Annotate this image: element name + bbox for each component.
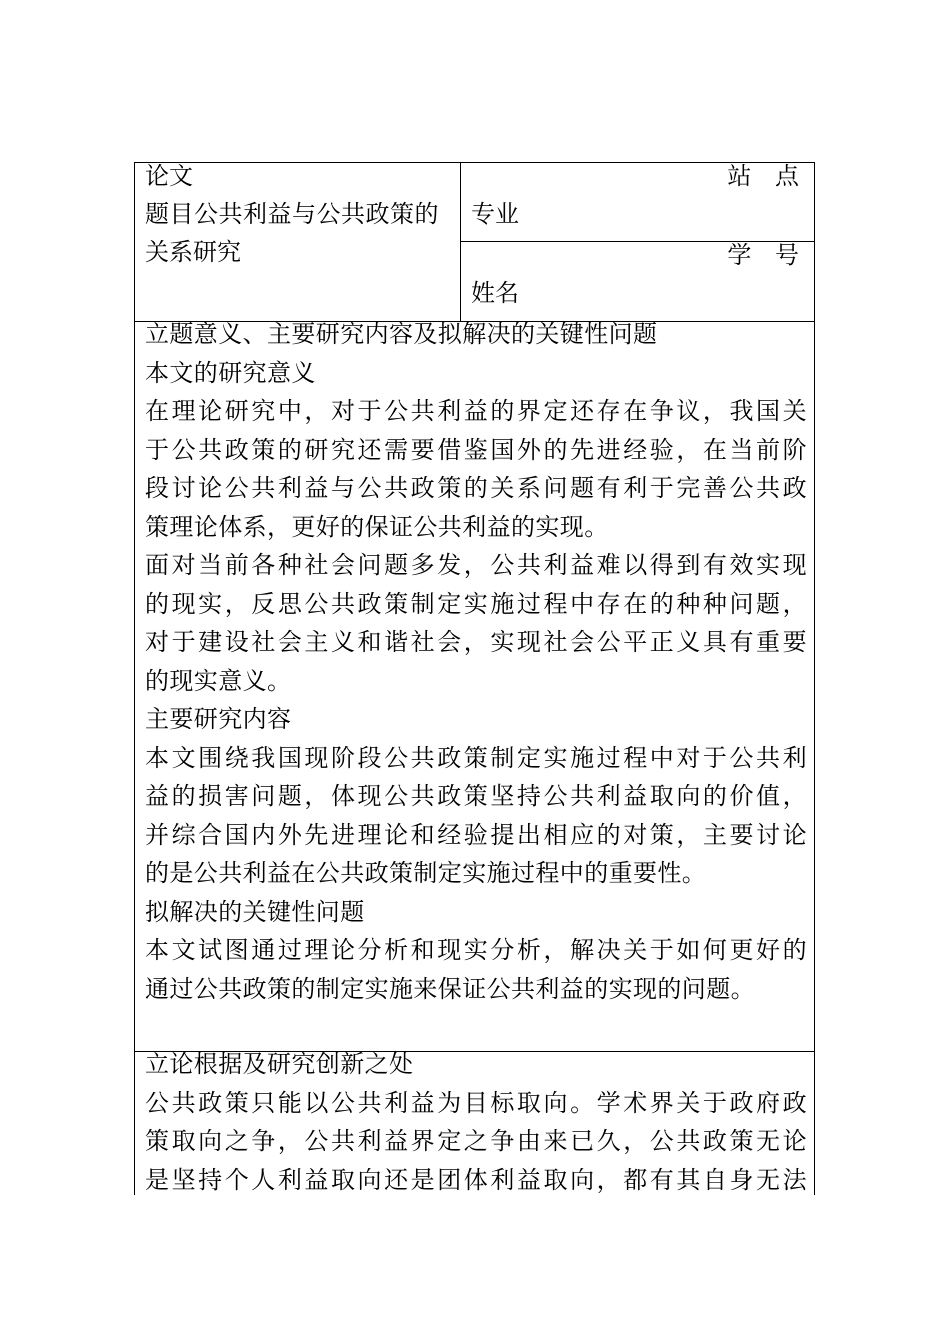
paragraph-line: 的现实意义。 xyxy=(145,666,292,695)
paragraph-line: 在理论研究中，对于公共利益的界定还存在争议，我国关 xyxy=(145,397,807,425)
paragraph-line: 对于建设社会主义和谐社会，实现社会公平正义具有重要 xyxy=(145,628,807,656)
station-label: 站 点 xyxy=(727,162,807,190)
name-label: 姓名 xyxy=(471,279,519,307)
paragraph-line: 本文试图通过理论分析和现实分析，解决关于如何更好的 xyxy=(145,936,807,964)
paragraph-line: 并综合国内外先进理论和经验提出相应的对策，主要讨论 xyxy=(145,820,807,849)
paragraph-line: 通过公共政策的制定实施来保证公共利益的实现的问题。 xyxy=(145,974,755,1003)
subheading-significance: 本文的研究意义 xyxy=(145,358,316,387)
paragraph-line: 于公共政策的研究还需要借鉴国外的先进经验，在当前阶 xyxy=(145,435,807,464)
paragraph-line: 益的损害问题，体现公共政策坚持公共利益取向的价值， xyxy=(145,782,807,810)
paragraph-line: 的现实，反思公共政策制定实施过程中存在的种种问题， xyxy=(145,589,807,618)
major-label: 专业 xyxy=(471,200,519,228)
subheading-content: 主要研究内容 xyxy=(145,705,292,733)
paragraph-line: 公共政策只能以公共利益为目标取向。学术界关于政府政 xyxy=(145,1088,807,1117)
paragraph-line: 面对当前各种社会问题多发，公共利益难以得到有效实现 xyxy=(145,551,807,579)
thesis-title-line: 关系研究 xyxy=(145,238,241,266)
paragraph-line: 策取向之争，公共利益界定之争由来已久，公共政策无论 xyxy=(145,1127,807,1155)
section-basis-innovation xyxy=(145,1045,807,1199)
paragraph-line: 段讨论公共利益与公共政策的关系问题有利于完善公共政 xyxy=(145,474,807,502)
paragraph-line: 策理论体系，更好的保证公共利益的实现。 xyxy=(145,512,609,541)
student-no-label: 学 号 xyxy=(727,241,807,269)
header-divider-vertical xyxy=(460,162,461,322)
paragraph-line: 是坚持个人利益取向还是团体利益取向，都有其自身无法 xyxy=(145,1165,807,1194)
paragraph-line: 本文围绕我国现阶段公共政策制定实施过程中对于公共利 xyxy=(145,743,807,772)
thesis-title-line: 题目公共利益与公共政策的 xyxy=(145,200,439,228)
section-heading: 立论根据及研究创新之处 xyxy=(145,1050,414,1078)
subheading-key-problem: 拟解决的关键性问题 xyxy=(145,897,365,926)
section-research-purpose xyxy=(145,315,807,1008)
section-heading: 立题意义、主要研究内容及拟解决的关键性问题 xyxy=(145,320,658,348)
thesis-title-label: 论文 xyxy=(145,162,193,190)
paragraph-line: 的是公共利益在公共政策制定实施过程中的重要性。 xyxy=(145,859,707,887)
